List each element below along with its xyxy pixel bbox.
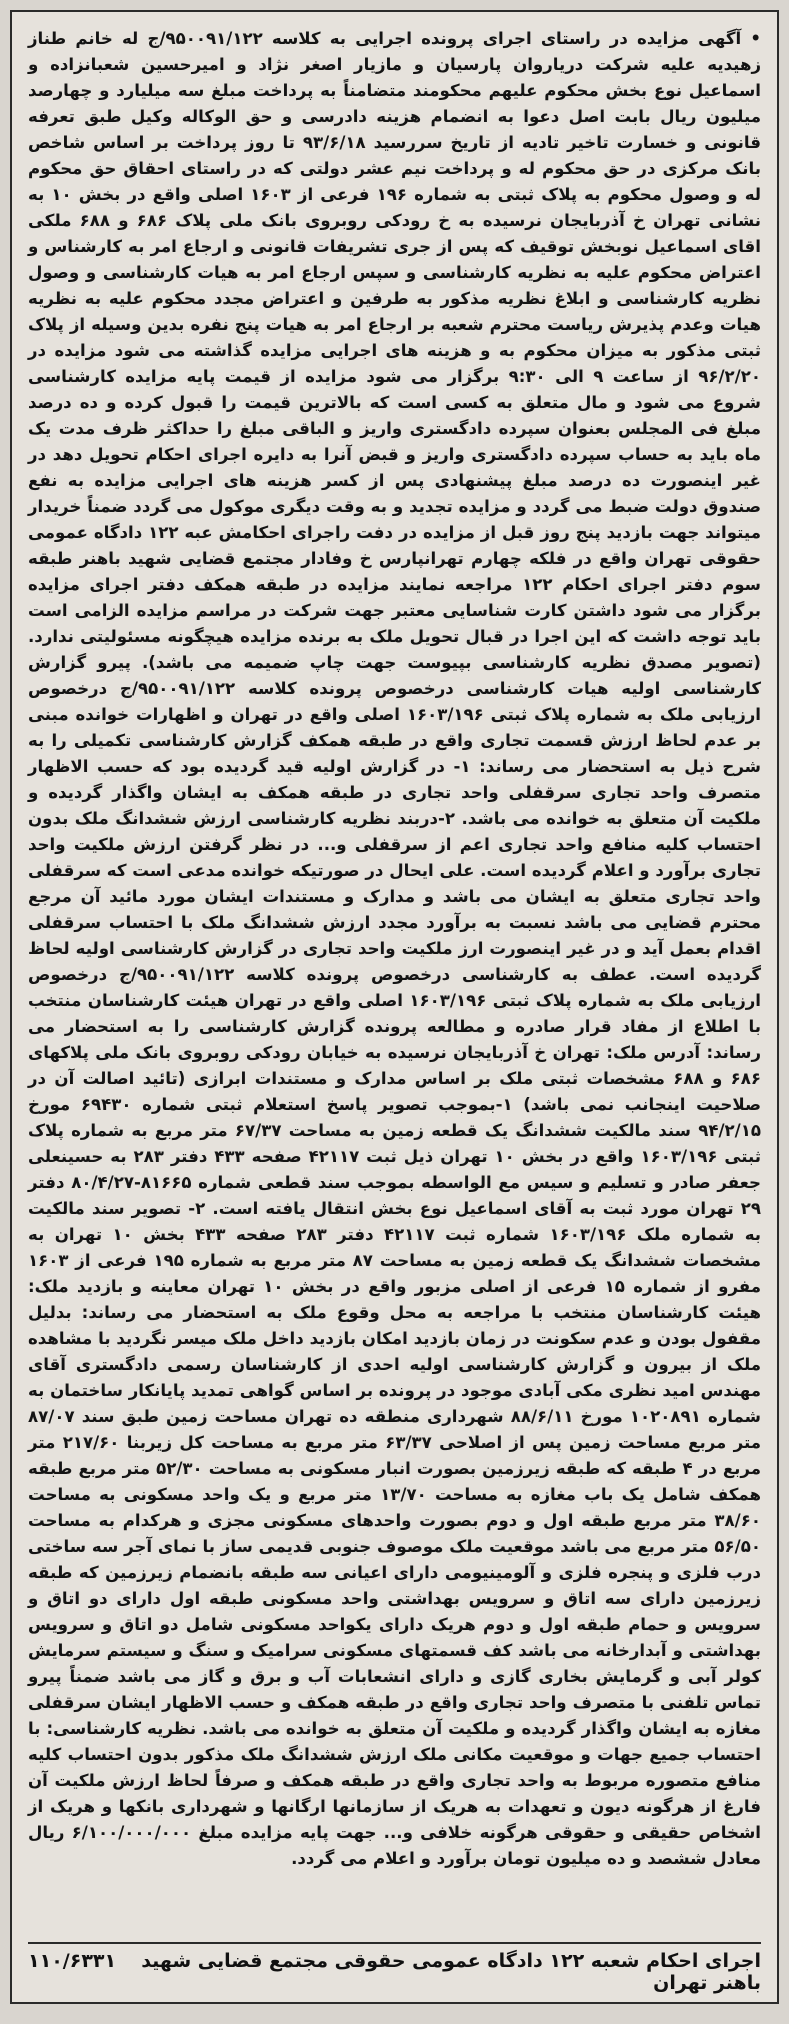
issuing-office: اجرای احکام شعبه ۱۲۲ دادگاه عمومی حقوقی مجتمع قضایی شهید باهنر تهران	[141, 1950, 761, 1994]
notice-title	[28, 26, 761, 1872]
notice-footer	[28, 1942, 761, 1994]
auction-notice-body	[28, 26, 761, 1872]
bullet-icon: •	[750, 29, 762, 48]
newspaper-notice	[10, 10, 779, 2004]
notice-code: ۱۱۰/۶۳۳۱	[28, 1950, 117, 1972]
notice-paragraph: و اسماعیل نوع بخش محکوم علیهم محکومند متضامناً به پرداخت مبلغ سه میلیارد و چهارصد میلیون ریال بابت اصل دعوا به انضمام هزینه دادرسی و حق الوکاله وکیل طبق تعرفه قانونی و خسارت تاخیر تادیه از تاریخ سررسید ۹۳/۶/۱۸ تا روز پرداخت بر اساس شاخص بانک مرکزی در حق محکوم له و پرداخت نیم عشر دولتی که در راستای احقاق حق محکوم له و وصول محکوم به پلاک ثبتی به شماره ۱۹۶ فرعی از ۱۶۰۳ اصلی واقع در بخش ۱۰ به نشانی تهران خ آذربایجان نرسیده به خ رودکی روبروی بانک ملی پلاک ۶۸۶ و ۶۸۸ ملکی اقای اسماعیل نوبخش توقیف که پس از جری تشریفات قانونی و ارجاع امر به کارشناس و اعتراض محکوم علیه به نظریه کارشناسی و سپس ارجاع امر به هیات کارشناسی و وصول نظریه کارشناسی و ابلاغ نظریه مذکور به طرفین و اعتراض مجدد محکوم علیه به نظریه هیات وعدم پذیرش ریاست محترم شعبه بر ارجاع امر به هیات پنج نفره بدین وسیله از پلاک ثبتی مذکور به میزان محکوم به و هزینه های اجرایی مزایده گذاشته می شود مزایده در ۹۶/۲/۲۰ از ساعت ۹ الی ۹:۳۰ برگزار می شود مزایده از قیمت پایه مزایده کارشناسی شروع می شود و مال متعلق به کسی است که بالاترین قیمت را قبول کرده و ده درصد مبلغ فی المجلس بعنوان سپرده دادگستری واریز و الباقی مبلغ را حداکثر ظرف مدت یک ماه باید به حساب سپرده دادگستری واریز و قبض آنرا به دایره اجرای احکام تحویل دهد در غیر اینصورت ده درصد مبلغ پیشنهادی پس از کسر هزینه های اجرایی مزایده به نفع صندوق دولت ضبط می گردد و مزایده تجدید و به وقت دیگری موکول می گردد ضمناً خریدار میتواند جهت بازدید پنج روز قبل از مزایده در دفت راجرای احکامش عبه ۱۲۲ دادگاه عمومی حقوقی تهران واقع در فلکه چهارم تهرانپارس خ وفادار مجتمع قضایی شهید باهنر طبقه سوم دفتر اجرای احکام ۱۲۲ مراجعه نمایند مزایده در طبقه همکف دفتر اجرای مزایده برگزار می شود داشتن کارت شناسایی معتبر جهت شرکت در مراسم مزایده الزامی است باید توجه داشت که این اجرا در قبال تحویل ملک به برنده مزایده هیچگونه مسئولیتی ندارد. (تصویر مصدق نظریه کارشناسی بپیوست جهت چاپ ضمیمه می باشد). پیرو گزارش کارشناسی اولیه هیات کارشناسی درخصوص پرونده کلاسه ۹۵۰۰۹۱/۱۲۲/ج درخصوص ارزیابی ملک به شماره پلاک ثبتی ۱۶۰۳/۱۹۶ اصلی واقع در تهران و اظهارات خوانده مبنی بر عدم لحاظ ارزش قسمت تجاری واقع در طبقه همکف گزارش کارشناسی تکمیلی را به شرح ذیل به استحضار می رساند: ۱- در گزارش اولیه قید گردیده بود که حسب الاظهار متصرف واحد تجاری سرقفلی واحد تجاری در طبقه همکف به ایشان واگذار گردیده و ملکیت آن متعلق به خوانده می باشد. ۲-دربند نظریه کارشناسی ارزش ششدانگ ملک بدون احتساب کلیه منافع واحد تجاری اعم از سرقفلی و... در نظر گرفتن ارزش ملکیت واحد تجاری برآورد و اعلام گردیده است. علی ایحال در صورتیکه خوانده مدعی است که سرقفلی واحد تجاری متعلق به ایشان می باشد و مدارک و مستندات ایشان مورد مائید آن مرجع محترم قضایی می باشد نسبت به برآورد مجدد ارزش ششدانگ ملک با احتساب سرقفلی اقدام بعمل آید و در غیر اینصورت ارز ملکیت واحد تجاری در گزارش کارشناسی اولیه لحاظ گردیده است. عطف به کارشناسی درخصوص پرونده کلاسه ۹۵۰۰۹۱/۱۲۲/ج درخصوص ارزیابی ملک به شماره پلاک ثبتی ۱۶۰۳/۱۹۶ اصلی واقع در تهران هیئت کارشناسان منتخب با اطلاع از مفاد قرار صادره و مطالعه پرونده گزارش کارشناسی را به استحضار می رساند: آدرس ملک: تهران خ آذربایجان نرسیده به خیابان رودکی روبروی بانک ملی پلاکهای ۶۸۶ و ۶۸۸ مشخصات ثبتی ملک بر اساس مدارک و مستندات ابرازی (تائید اصالت آن در صلاحیت اینجانب نمی باشد) ۱-بموجب تصویر پاسخ استعلام ثبتی شماره ۶۹۴۳۰ مورخ ۹۴/۲/۱۵ سند مالکیت ششدانگ یک قطعه زمین به مساحت ۶۷/۳۷ متر مربع به شماره پلاک ثبتی ۱۶۰۳/۱۹۶ واقع در بخش ۱۰ تهران ذیل ثبت ۴۲۱۱۷ صفحه ۴۳۳ دفتر ۲۸۳ به حسینعلی جعفر صادر و تسلیم و سیس مع الواسطه بموجب سند قطعی شماره ۸۱۶۶۵-۸۰/۴/۲۷ دفتر ۲۹ تهران مورد ثبت به آقای اسماعیل نوع بخش انتقال یافته است. ۲- تصویر سند مالکیت به شماره ملک ۱۶۰۳/۱۹۶ شماره ثبت ۴۲۱۱۷ دفتر ۲۸۳ صفحه ۴۳۳ بخش ۱۰ تهران به مشخصات ششدانگ یک قطعه زمین به مساحت ۸۷ متر مربع به شماره ۱۹۵ فرعی از ۱۶۰۳ مفرو از شماره ۱۵ فرعی از اصلی مزبور واقع در بخش ۱۰ تهران معاینه و بازدید ملک: هیئت کارشناسان منتخب با مراجعه به محل وقوع ملک به استحضار می رساند: بدلیل مقفول بودن و عدم سکونت در زمان بازدید امکان بازدید داخل ملک میسر نگردید با مشاهده ملک از بیرون و گزارش کارشناسی اولیه احدی از کارشناسان رسمی دادگستری آقای مهندس امید نظری مکی آبادی موجود در پرونده بر اساس گواهی تمدید پایانکار ساختمان به شماره ۱۰۲۰۸۹۱ مورخ ۸۸/۶/۱۱ شهرداری منطقه ده تهران مساحت زمین طبق سند ۸۷/۰۷ متر مربع مساحت زمین پس از اصلاحی ۶۳/۳۷ متر مربع به مساحت کل زیربنا ۲۱۷/۶۰ متر مربع در ۴ طبقه که طبقه زیرزمین بصورت انبار مسکونی به مساحت ۵۲/۳۰ متر مربع طبقه همکف شامل یک باب مغازه به مساحت ۱۳/۷۰ متر مربع و یک واحد مسکونی به مساحت ۳۸/۶۰ متر مربع طبقه اول و دوم بصورت واحدهای مسکونی مجزی و هرکدام به مساحت ۵۶/۵۰ متر مربع می باشد موقعیت ملک موصوف جنوبی قدیمی ساز با نمای آجر سه ساختی درب فلزی و پنجره فلزی و آلومینیومی دارای اعیانی سه طبقه بانضمام زیرزمین که طبقه زیرزمین دارای سه اتاق و سرویس بهداشتی واحد مسکونی طبقه اول دارای دو اتاق و سرویس و حمام طبقه اول و دوم هریک دارای یکواحد مسکونی شامل دو اتاق و سرویس بهداشتی و آبدارخانه می باشد کف قسمتهای مسکونی سرامیک و سنگ و سیستم سرمایش کولر آبی و گرمایش بخاری گازی و دارای انشعابات آب و برق و گاز می باشد ضمناً پیرو تماس تلفنی با متصرف واحد تجاری واقع در طبقه همکف و حسب الاظهار ایشان سرقفلی مغازه به ایشان واگذار گردیده و ملکیت آن متعلق به خوانده می باشد. نظریه کارشناسی: با احتساب جمیع جهات و موقعیت مکانی ملک ارزش ششدانگ ملک مذکور بدون احتساب کلیه منافع متصوره مربوط به واحد تجاری واقع در طبقه همکف و صرفاً لحاظ ارزش ملکیت آن فارغ از هرگونه دیون و تعهدات به هریک از سازمانها ارگانها و شهرداری بانکها و هریک از اشخاص حقیقی و حقوقی هرگونه خلافی و... جهت پایه مزایده مبلغ ۶/۱۰۰/۰۰۰/۰۰۰ ریال معادل ششصد و ده میلیون تومان برآورد و اعلام می گردد.	[28, 55, 762, 1868]
notice-title-text: آگهی مزایده در راستای اجرای پرونده اجرایی به کلاسه ۹۵۰۰۹۱/۱۲۲/ج له خانم طناز زهیدیه علیه شرکت دریاروان پارسیان و مازیار اصغر نژاد و امیرحسین شعبانزاده	[28, 29, 762, 74]
